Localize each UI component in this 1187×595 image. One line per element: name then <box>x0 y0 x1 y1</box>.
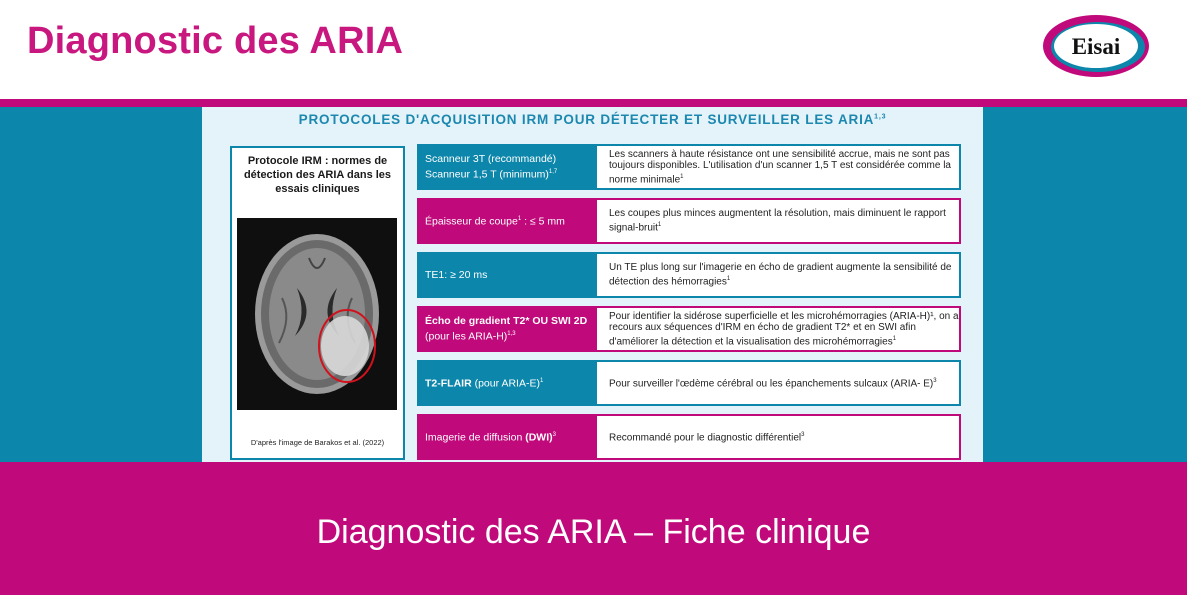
protocol-card <box>230 146 405 460</box>
row-label: Épaisseur de coupe$^1$ : ≤ 5 mm <box>419 200 597 242</box>
logo-text: Eisai <box>1071 34 1121 59</box>
page-title: Diagnostic des ARIA <box>27 20 404 62</box>
row-description: Pour identifier la sidérose superficielle et les microhémorragies (ARIA-H)¹, on a recours aux séquences d'IRM en écho de gradient T2* et en SWI afin d'améliorer la détection et la visualisation des microhémorragies$^1$ <box>609 310 959 347</box>
header <box>0 0 1187 100</box>
footer-banner <box>0 462 1187 595</box>
protocol-row-te1 <box>417 252 961 298</box>
row-label: Scanneur 3T (recommandé) Scanneur 1,5 T (minimum)$^{1,7}$ <box>419 146 597 188</box>
card-title: Protocole IRM : normes de détection des ARIA dans les essais cliniques <box>243 155 392 195</box>
row-description: Pour surveiller l'œdème cérébral ou les épanchements sulcaux (ARIA- E)$^3$ <box>609 378 937 390</box>
row-description: Recommandé pour le diagnostic différentiel$^3$ <box>609 432 805 444</box>
row-description: Un TE plus long sur l'imagerie en écho de gradient augmente la sensibilité de détection des hémorragies$^1$ <box>609 262 952 288</box>
row-label: Écho de gradient T2* OU SWI 2D (pour les ARIA-H)$^{1,3}$ <box>419 308 597 350</box>
brain-mri-image <box>237 218 397 410</box>
protocol-row-gradient-echo <box>417 306 961 352</box>
eisai-logo <box>1041 14 1151 78</box>
protocol-row-slice-thickness <box>417 198 961 244</box>
protocol-row-diffusion <box>417 414 961 460</box>
image-caption: D'après l'image de Barakos et al. (2022) <box>250 438 385 447</box>
row-description: Les scanners à haute résistance ont une sensibilité accrue, mais ne sont pas toujours disponibles. L'utilisation d'un scanner 1,5 T est considérée comme la norme minimale$^1$ <box>609 148 951 185</box>
row-label: T2-FLAIR (pour ARIA-E)$^1$ <box>419 362 597 404</box>
protocol-row-t2-flair <box>417 360 961 406</box>
row-description: Les coupes plus minces augmentent la résolution, mais diminuent le rapport signal-bruit$^1$ <box>609 208 946 234</box>
row-label: TE1: ≥ 20 ms <box>419 254 597 296</box>
footer-title: Diagnostic des ARIA – Fiche clinique <box>316 513 871 551</box>
row-label: Imagerie de diffusion (DWI)$^3$ <box>419 416 597 458</box>
protocol-infographic <box>202 107 983 462</box>
protocol-row-scanner <box>417 144 961 190</box>
divider-line <box>0 99 1187 107</box>
infographic-heading: PROTOCOLES D'ACQUISITION IRM POUR DÉTECTER ET SURVEILLER LES ARIA$^{1,3}$ <box>298 112 887 127</box>
